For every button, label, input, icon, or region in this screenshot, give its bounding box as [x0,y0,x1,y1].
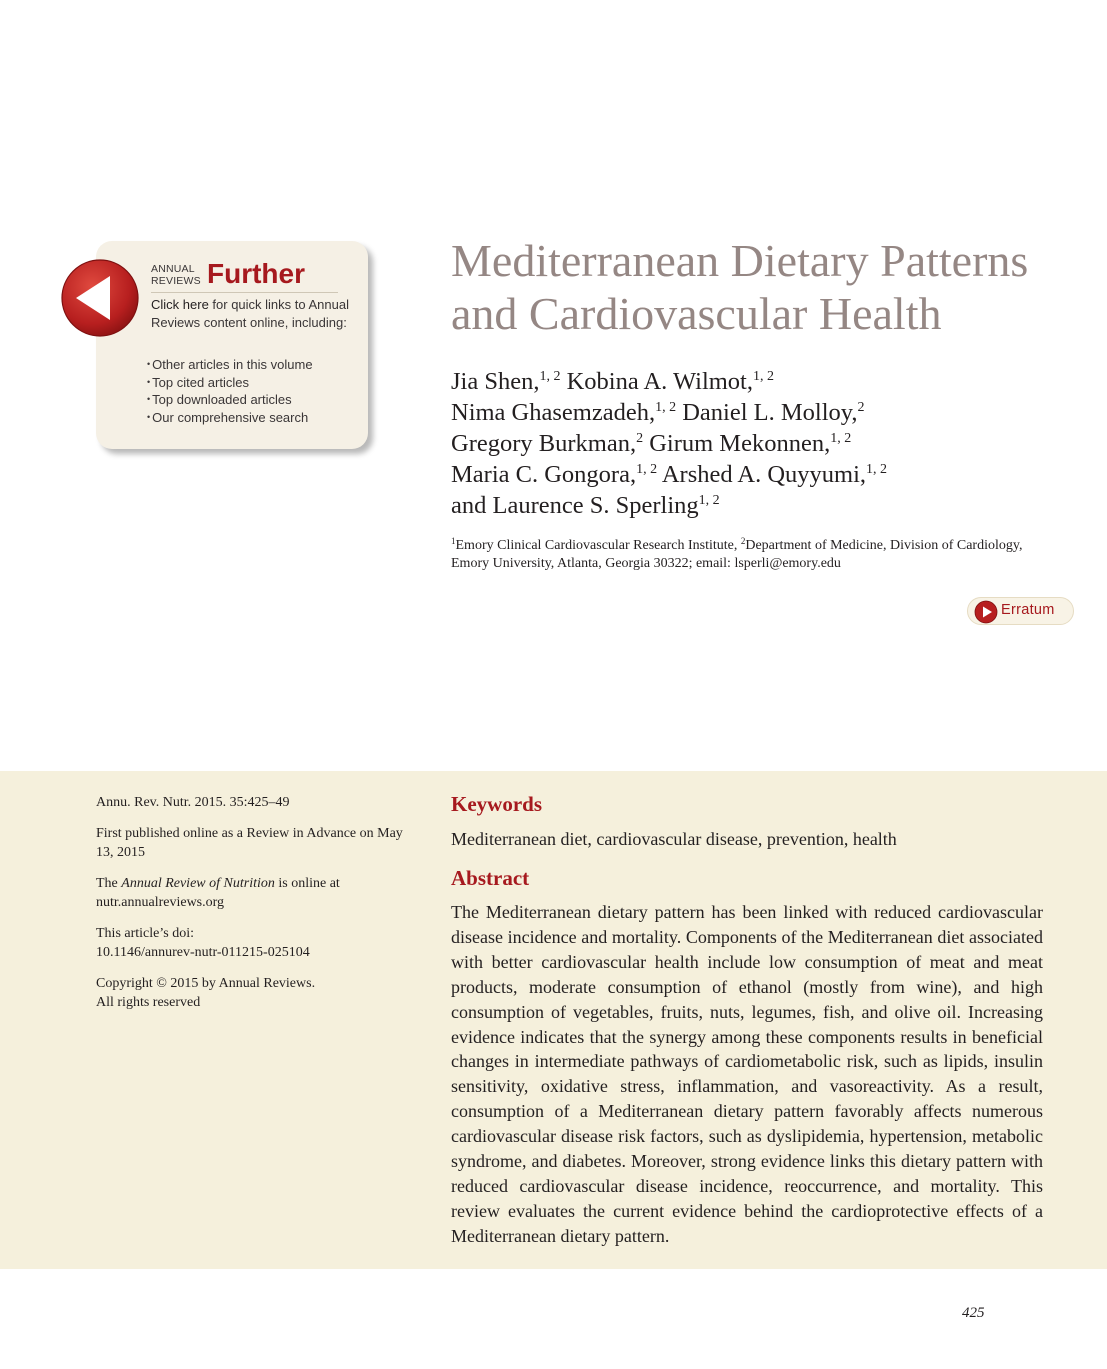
title-line-1: Mediterranean Dietary Patterns [451,235,1029,286]
affiliation-text: Department of Medicine, Division of Cardiology, Emory University, Atlanta, Georgia 30322; email: lsperli@emory.edu [451,538,1023,571]
copyright: Copyright © 2015 by Annual Reviews. [96,976,316,991]
further-word: Further [207,258,305,289]
citation: Annu. Rev. Nutr. 2015. 35:425–49 [96,795,290,810]
author-line [451,428,1051,459]
further-link-list [147,356,313,426]
journal-name: Annual Review of Nutrition [121,876,275,891]
further-link-item[interactable] [147,374,313,392]
published-date: First published online as a Review in Advance on May 13, 2015 [96,826,403,860]
author-line [451,459,1051,490]
further-link-item[interactable] [147,409,313,427]
online-suffix: is online at nutr.annualreviews.org [96,876,340,910]
further-link-label: Top cited articles [152,374,249,390]
copyright-block [96,974,406,1012]
author-line [451,490,1051,521]
affiliation [451,537,1051,573]
author-name: Jia Shen, [451,368,540,395]
erratum-label: Erratum [1001,602,1055,618]
brand-line-1: ANNUAL [151,263,195,275]
author-name: Kobina A. Wilmot, [566,368,753,395]
further-link-label: Other articles in this volume [152,357,313,372]
doi-label: This article’s doi: [96,926,194,941]
annual-reviews-brand [151,263,201,287]
author-name: Arshed A. Quyyumi, [661,461,867,488]
affiliation-text: Emory Clinical Cardiovascular Research Institute, [455,538,741,553]
author-affiliation-mark: 1, 2 [866,462,888,477]
author-affiliation-mark: 1, 2 [698,493,720,508]
further-link-label: Our comprehensive search [152,409,309,425]
further-description-text: for quick links to Annual Reviews content online, including: [151,297,349,330]
author-affiliation-mark: 1, 2 [830,431,852,446]
author-name: Maria C. Gongora, [451,461,637,488]
online-prefix: The [96,876,122,891]
author-name: Girum Mekonnen, [649,430,831,457]
author-affiliation-mark: 1, 2 [655,400,677,415]
author-name: Gregory Burkman, [451,430,637,457]
affiliation-mark: 1 [451,536,456,546]
author-line [451,366,1051,397]
author-line [451,397,1051,428]
abstract-heading: Abstract [451,866,530,890]
author-affiliation-mark: 2 [857,400,865,415]
author-list [451,366,1051,521]
brand-line-2: REVIEWS [151,275,201,287]
further-link-item[interactable] [147,356,313,374]
further-divider [151,292,338,293]
author-affiliation-mark: 1, 2 [753,369,774,384]
further-description [151,296,356,331]
title-line-2: and Cardiovascular Health [451,288,942,339]
author-name: and Laurence S. Sperling [451,492,699,519]
further-arrow-icon[interactable] [60,258,140,338]
page-number: 425 [962,1305,985,1321]
erratum-button[interactable] [967,597,1074,625]
further-link-label: Top downloaded articles [152,392,292,407]
doi-block [96,924,406,962]
affiliation-mark: 2 [740,536,746,546]
doi-value[interactable]: 10.1146/annurev-nutr-011215-025104 [96,945,310,960]
further-link-item[interactable] [147,391,313,409]
rights: All rights reserved [96,995,201,1010]
author-affiliation-mark: 2 [636,431,644,446]
click-here-link[interactable]: Click here [151,297,209,312]
article-title [451,234,1081,340]
article-metadata [96,793,406,1024]
journal-online-note [96,874,406,912]
play-arrow-icon [974,600,998,624]
author-name: Nima Ghasemzadeh, [451,399,656,426]
keywords-text: Mediterranean diet, cardiovascular disease, prevention, health [451,829,897,849]
keywords-heading: Keywords [451,792,542,816]
abstract-text: The Mediterranean dietary pattern has been linked with reduced cardiovascular disease incidence and mortality. Components of the Mediterranean diet associated with better cardiovascular health include low consumption of meat and meat products, moderate consumption of ethanol (mostly from wine), and high consumption of vegetables, fruits, nuts, legumes, fish, and olive oil. Increasing evidence indicates that the synergy among these components results in beneficial changes in intermediate pathways of cardiometabolic risk, such as lipids, insulin sensitivity, oxidative stress, inflammation, and vasoreactivity. As a result, consumption of a Mediterranean dietary pattern favorably affects numerous cardiovascular disease risk factors, such as dyslipidemia, hypertension, metabolic syndrome, and diabetes. Moreover, strong evidence links this dietary pattern with reduced cardiovascular disease incidence, reoccurrence, and mortality. This review evaluates the current evidence behind the cardioprotective effects of a Mediterranean dietary pattern. [451,902,1043,1246]
author-affiliation-mark: 1, 2 [539,369,561,384]
author-affiliation-mark: 1, 2 [636,462,658,477]
author-name: Daniel L. Molloy, [682,399,858,426]
